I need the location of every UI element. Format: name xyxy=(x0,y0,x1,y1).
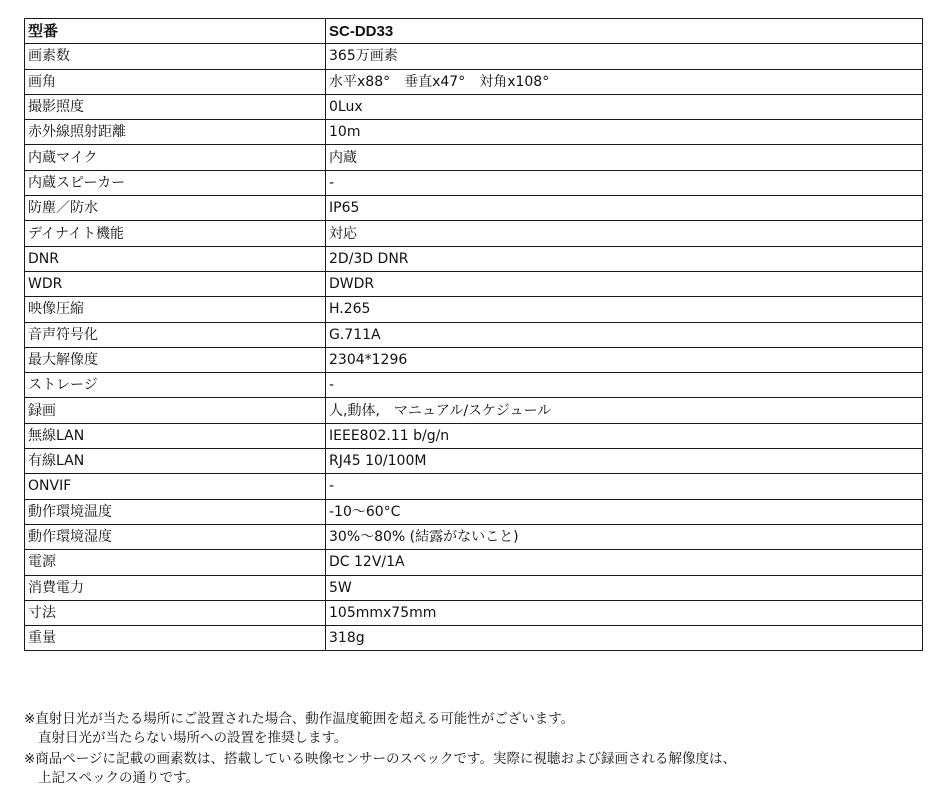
row-value: 30%～80% (結露がないこと) xyxy=(326,524,923,549)
notes-section xyxy=(24,710,924,787)
table-row xyxy=(25,550,923,575)
row-label: 防塵／防水 xyxy=(25,196,326,221)
note-sunlight xyxy=(24,710,924,747)
row-value: DC 12V/1A xyxy=(326,550,923,575)
row-value: 318g xyxy=(326,626,923,651)
row-value: 水平x88° 垂直x47° 対角x108° xyxy=(326,69,923,94)
row-label: ストレージ xyxy=(25,373,326,398)
row-label: 録画 xyxy=(25,398,326,423)
row-label: 無線LAN xyxy=(25,423,326,448)
row-value: 5W xyxy=(326,575,923,600)
row-label: 寸法 xyxy=(25,600,326,625)
row-label: 重量 xyxy=(25,626,326,651)
row-value: -10～60°C xyxy=(326,499,923,524)
note-pixel-count xyxy=(24,750,924,787)
row-value: 365万画素 xyxy=(326,44,923,69)
table-row xyxy=(25,600,923,625)
spec-table-body xyxy=(25,19,923,651)
table-row xyxy=(25,347,923,372)
row-label: 動作環境湿度 xyxy=(25,524,326,549)
note-line: 上記スペックの通りです。 xyxy=(38,769,199,786)
row-label: ONVIF xyxy=(25,474,326,499)
row-value: - xyxy=(326,373,923,398)
table-row xyxy=(25,373,923,398)
spec-table xyxy=(24,18,923,651)
row-label: 画素数 xyxy=(25,44,326,69)
table-row xyxy=(25,246,923,271)
table-row xyxy=(25,145,923,170)
row-value: 内蔵 xyxy=(326,145,923,170)
row-label: 内蔵マイク xyxy=(25,145,326,170)
table-row xyxy=(25,120,923,145)
table-row xyxy=(25,170,923,195)
row-label: 撮影照度 xyxy=(25,94,326,119)
spec-table-header-row xyxy=(25,19,923,44)
row-value: - xyxy=(326,170,923,195)
table-row xyxy=(25,474,923,499)
row-label: 赤外線照射距離 xyxy=(25,120,326,145)
row-label: 映像圧縮 xyxy=(25,297,326,322)
row-value: 人,動体, マニュアル/スケジュール xyxy=(326,398,923,423)
table-row xyxy=(25,449,923,474)
table-row xyxy=(25,499,923,524)
row-value: 105mmx75mm xyxy=(326,600,923,625)
row-value: 10m xyxy=(326,120,923,145)
table-row xyxy=(25,44,923,69)
table-row xyxy=(25,398,923,423)
row-value: - xyxy=(326,474,923,499)
table-row xyxy=(25,69,923,94)
header-label-cell: 型番 xyxy=(25,19,326,44)
header-value-cell: SC-DD33 xyxy=(326,19,923,44)
row-label: 有線LAN xyxy=(25,449,326,474)
row-label: DNR xyxy=(25,246,326,271)
table-row xyxy=(25,524,923,549)
table-row xyxy=(25,221,923,246)
row-value: IP65 xyxy=(326,196,923,221)
table-row xyxy=(25,626,923,651)
row-value: 2D/3D DNR xyxy=(326,246,923,271)
row-value: 2304*1296 xyxy=(326,347,923,372)
row-label: 電源 xyxy=(25,550,326,575)
row-value: RJ45 10/100M xyxy=(326,449,923,474)
row-label: 内蔵スピーカー xyxy=(25,170,326,195)
table-row xyxy=(25,322,923,347)
row-value: DWDR xyxy=(326,271,923,296)
row-label: WDR xyxy=(25,271,326,296)
row-label: 消費電力 xyxy=(25,575,326,600)
row-label: 画角 xyxy=(25,69,326,94)
table-row xyxy=(25,271,923,296)
table-row xyxy=(25,575,923,600)
note-line: ※直射日光が当たる場所にご設置された場合、動作温度範囲を超える可能性がございます。 xyxy=(24,711,575,727)
note-line: ※商品ページに記載の画素数は、搭載している映像センサーのスペックです。実際に視聴および録画される解像度は、 xyxy=(24,751,736,767)
table-row xyxy=(25,297,923,322)
row-value: G.711A xyxy=(326,322,923,347)
row-label: 動作環境温度 xyxy=(25,499,326,524)
note-line: 直射日光が当たらない場所への設置を推奨します。 xyxy=(38,729,348,746)
row-value: H.265 xyxy=(326,297,923,322)
row-label: 最大解像度 xyxy=(25,347,326,372)
table-row xyxy=(25,423,923,448)
row-value: 対応 xyxy=(326,221,923,246)
row-value: IEEE802.11 b/g/n xyxy=(326,423,923,448)
table-row xyxy=(25,94,923,119)
table-row xyxy=(25,196,923,221)
row-value: 0Lux xyxy=(326,94,923,119)
row-label: 音声符号化 xyxy=(25,322,326,347)
row-label: デイナイト機能 xyxy=(25,221,326,246)
